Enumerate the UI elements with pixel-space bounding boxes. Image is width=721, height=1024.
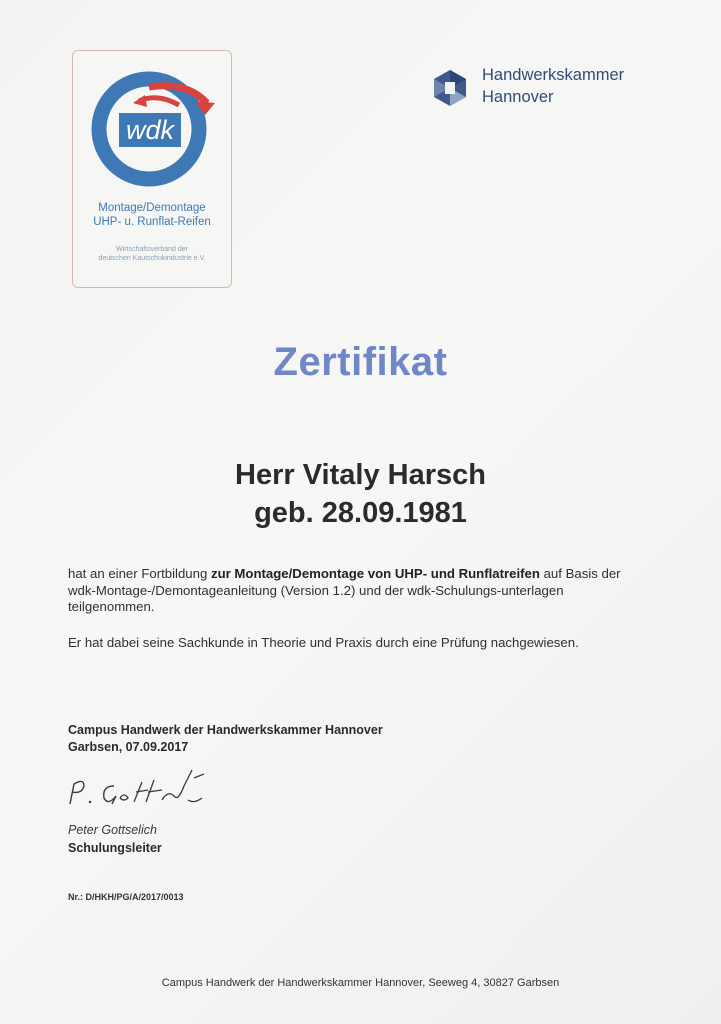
para1-pre: hat an einer Fortbildung	[68, 566, 211, 581]
para1-bold: zur Montage/Demontage von UHP- und Runflatreifen	[210, 566, 540, 581]
certificate-number: Nr.: D/HKH/PG/A/2017/0013	[68, 892, 184, 902]
footer-address: Campus Handwerk der Handwerkskammer Hannover, Seeweg 4, 30827 Garbsen	[161, 977, 560, 989]
issuer: Campus Handwerk der Handwerkskammer Hannover	[68, 723, 383, 737]
certificate-title: Zertifikat	[273, 340, 448, 384]
place-date: Garbsen, 07.09.2017	[68, 740, 189, 754]
wdk-line2: UHP- u. Runflat-Reifen	[93, 216, 211, 228]
wdk-small2: deutschen Kautschukindustrie e.V.	[98, 255, 206, 262]
hwk-name-line1: Handwerkskammer	[482, 66, 625, 84]
certificate-paragraph-2: Er hat dabei seine Sachkunde in Theorie und Praxis durch eine Prüfung nachgewiesen.	[68, 635, 579, 650]
recipient-birth-date: geb. 28.09.1981	[254, 497, 467, 529]
signer-name: Peter Gottselich	[68, 823, 157, 837]
wdk-logo-card	[72, 50, 232, 288]
signer-role: Schulungsleiter	[68, 841, 162, 855]
hwk-name-line2: Hannover	[482, 88, 554, 106]
hwk-logo-icon	[430, 68, 470, 108]
certificate-paragraph-1	[68, 566, 648, 616]
wdk-ring-logo	[87, 63, 219, 195]
wdk-small1: Wirtschaftsverband der	[116, 246, 188, 253]
wdk-line1: Montage/Demontage	[98, 202, 206, 214]
wdk-logo-text: wdk	[125, 115, 175, 145]
para1-post: auf Basis der wdk-Montage-/Demontageanleitung (Version 1.2) und der wdk-Schulungs-unterlagen teilgenommen.	[68, 566, 621, 614]
recipient-name: Herr Vitaly Harsch	[235, 459, 486, 491]
handwritten-signature	[62, 760, 222, 820]
